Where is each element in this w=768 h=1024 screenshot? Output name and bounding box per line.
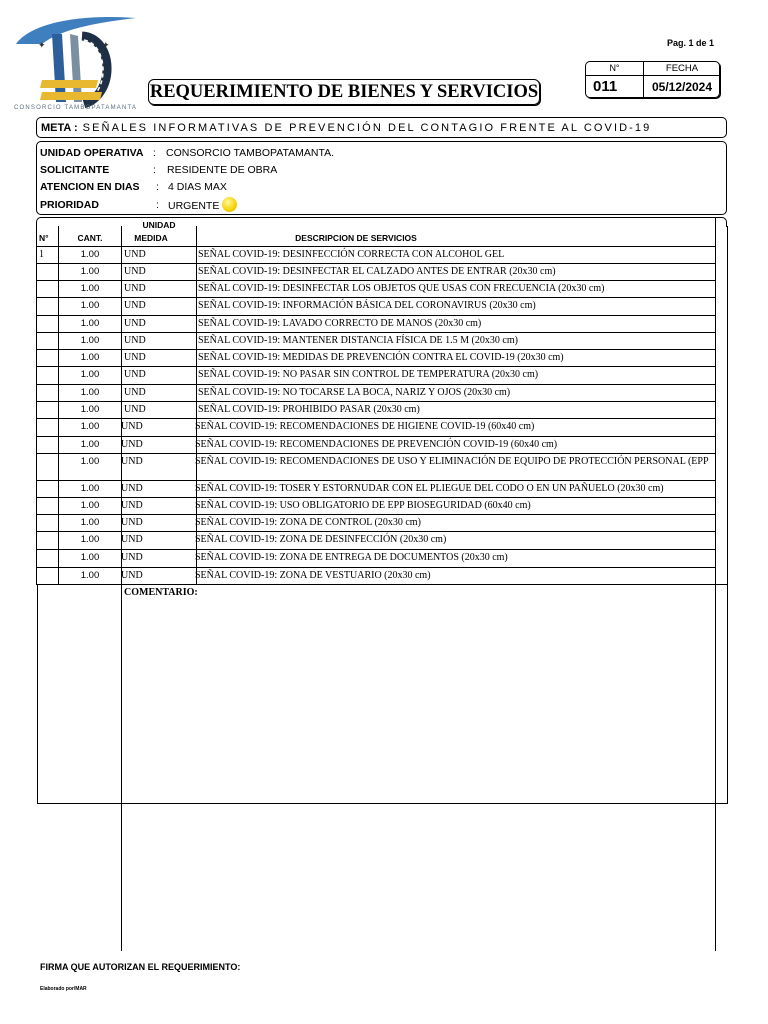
info-label: SOLICITANTE — [40, 164, 110, 176]
row-unit: UND — [124, 318, 146, 329]
row-description: SEÑAL COVID-19: PROHIBIDO PASAR (20x30 cm) — [198, 404, 420, 415]
company-caption: CONSORCIO TAMBOPATAMANTA — [14, 105, 138, 111]
table-row — [0, 352, 768, 366]
row-description: SEÑAL COVID-19: USO OBLIGATORIO DE EPP BIOSEGURIDAD (60x40 cm) — [195, 500, 531, 511]
row-quantity: 1.00 — [80, 249, 100, 260]
info-label: UNIDAD OPERATIVA — [40, 147, 144, 159]
row-description: SEÑAL COVID-19: TOSER Y ESTORNUDAR CON EL PLIEGUE DEL CODO O EN UN PAÑUELO (20x30 cm) — [195, 483, 664, 494]
meta-label: META : — [41, 121, 78, 134]
row-quantity: 1.00 — [80, 534, 100, 545]
table-row — [0, 421, 768, 436]
row-unit: UND — [121, 570, 143, 581]
row-unit: UND — [121, 534, 143, 545]
table-row — [0, 439, 768, 453]
table-row — [0, 500, 768, 514]
col-header-unit-line1: UNIDAD — [142, 220, 176, 230]
info-section: UNIDAD OPERATIVA : CONSORCIO TAMBOPATAMANTA. SOLICITANTE : RESIDENTE DE OBRA ATENCION EN DIAS : 4 DIAS MAX PRIORIDAD : URGENTE — [36, 141, 727, 215]
row-unit: UND — [121, 421, 143, 432]
info-value: CONSORCIO TAMBOPATAMANTA. — [166, 147, 335, 159]
document-number: 011 — [593, 78, 618, 95]
signature-label: FIRMA QUE AUTORIZAN EL REQUERIMIENTO: — [40, 962, 241, 972]
row-description: SEÑAL COVID-19: INFORMACIÓN BÁSICA DEL CORONAVIRUS (20x30 cm) — [198, 300, 536, 311]
row-quantity: 1.00 — [80, 439, 100, 450]
row-number: 1 — [39, 249, 44, 260]
table-row — [0, 456, 768, 480]
table-row — [0, 318, 768, 332]
info-label: PRIORIDAD — [40, 199, 99, 211]
row-description: SEÑAL COVID-19: ZONA DE DESINFECCIÓN (20x30 cm) — [195, 534, 447, 545]
prepared-by: Elaborado por/MAR — [40, 986, 87, 992]
row-quantity: 1.00 — [80, 266, 100, 277]
row-unit: UND — [124, 335, 146, 346]
row-quantity: 1.00 — [80, 500, 100, 511]
row-description: SEÑAL COVID-19: ZONA DE VESTUARIO (20x30 cm) — [195, 570, 431, 581]
row-quantity: 1.00 — [80, 570, 100, 581]
row-unit: UND — [121, 483, 143, 494]
svg-text:✦: ✦ — [38, 41, 46, 51]
table-row — [0, 369, 768, 384]
row-unit: UND — [124, 266, 146, 277]
table-row — [0, 517, 768, 531]
row-quantity: 1.00 — [80, 404, 100, 415]
row-unit: UND — [121, 456, 143, 467]
row-description: SEÑAL COVID-19: RECOMENDACIONES DE HIGIENE COVID-19 (60x40 cm) — [195, 421, 535, 432]
row-unit: UND — [124, 352, 146, 363]
row-description: SEÑAL COVID-19: RECOMENDACIONES DE USO Y ELIMINACIÓN DE EQUIPO DE PROTECCIÓN PERSONAL (EPP — [195, 456, 709, 467]
page-number: Pag. 1 de 1 — [666, 38, 714, 48]
row-description: SEÑAL COVID-19: ZONA DE ENTREGA DE DOCUMENTOS (20x30 cm) — [195, 552, 508, 563]
row-quantity: 1.00 — [80, 552, 100, 563]
col-header-qty: CANT. — [77, 233, 103, 243]
row-description: SEÑAL COVID-19: NO PASAR SIN CONTROL DE TEMPERATURA (20x30 cm) — [198, 369, 539, 380]
table-row — [0, 335, 768, 349]
document-title: REQUERIMIENTO DE BIENES Y SERVICIOS — [148, 79, 540, 105]
row-unit: UND — [124, 300, 146, 311]
table-row — [0, 404, 768, 418]
table-row — [0, 387, 768, 401]
priority-value: URGENTE — [168, 200, 220, 212]
row-description: SEÑAL COVID-19: ZONA DE CONTROL (20x30 cm) — [195, 517, 421, 528]
table-row — [0, 483, 768, 497]
table-row — [0, 283, 768, 297]
row-quantity: 1.00 — [80, 483, 100, 494]
row-unit: UND — [121, 517, 143, 528]
info-label: ATENCION EN DIAS — [40, 181, 140, 193]
row-description: SEÑAL COVID-19: RECOMENDACIONES DE PREVENCIÓN COVID-19 (60x40 cm) — [195, 439, 558, 450]
row-description: SEÑAL COVID-19: DESINFECCIÓN CORRECTA CON ALCOHOL GEL — [198, 249, 505, 260]
table-row — [0, 300, 768, 315]
col-header-number: N° — [39, 233, 49, 243]
number-date-box — [585, 61, 720, 98]
priority-indicator-icon — [222, 197, 237, 212]
row-quantity: 1.00 — [80, 517, 100, 528]
svg-text:✦: ✦ — [102, 41, 110, 51]
row-unit: UND — [121, 552, 143, 563]
row-quantity: 1.00 — [80, 352, 100, 363]
row-unit: UND — [124, 387, 146, 398]
date-label: FECHA — [665, 63, 699, 74]
document-date: 05/12/2024 — [651, 80, 713, 94]
row-description: SEÑAL COVID-19: NO TOCARSE LA BOCA, NARIZ Y OJOS (20x30 cm) — [198, 387, 511, 398]
table-row — [0, 266, 768, 280]
info-value: 4 DIAS MAX — [168, 181, 227, 193]
row-unit: UND — [121, 500, 143, 511]
col-header-description: DESCRIPCION DE SERVICIOS — [295, 233, 417, 243]
row-quantity: 1.00 — [80, 300, 100, 311]
row-quantity: 1.00 — [80, 318, 100, 329]
table-row — [0, 249, 768, 263]
row-quantity: 1.00 — [80, 387, 100, 398]
row-unit: UND — [124, 249, 146, 260]
company-logo-icon — [12, 14, 150, 114]
row-quantity: 1.00 — [80, 283, 100, 294]
row-unit: UND — [121, 439, 143, 450]
row-unit: UND — [124, 369, 146, 380]
number-label: N° — [609, 63, 620, 73]
row-description: SEÑAL COVID-19: DESINFECTAR LOS OBJETOS QUE USAS CON FRECUENCIA (20x30 cm) — [198, 283, 605, 294]
info-value: RESIDENTE DE OBRA — [167, 164, 278, 176]
row-description: SEÑAL COVID-19: LAVADO CORRECTO DE MANOS (20x30 cm) — [198, 318, 482, 329]
comment-label: COMENTARIO: — [124, 587, 198, 598]
row-quantity: 1.00 — [80, 456, 100, 467]
table-row — [0, 534, 768, 549]
row-description: SEÑAL COVID-19: MANTENER DISTANCIA FÍSICA DE 1.5 M (20x30 cm) — [198, 335, 518, 346]
row-description: SEÑAL COVID-19: MEDIDAS DE PREVENCIÓN CONTRA EL COVID-19 (20x30 cm) — [198, 352, 564, 363]
col-header-unit-line2: MEDIDA — [134, 233, 168, 243]
row-quantity: 1.00 — [80, 335, 100, 346]
row-quantity: 1.00 — [80, 421, 100, 432]
row-unit: UND — [124, 283, 146, 294]
meta-section — [36, 117, 727, 138]
row-quantity: 1.00 — [80, 369, 100, 380]
table-row — [0, 552, 768, 567]
meta-value: SEÑALES INFORMATIVAS DE PREVENCIÓN DEL CONTAGIO FRENTE AL COVID-19 — [82, 121, 652, 134]
row-unit: UND — [124, 404, 146, 415]
table-row — [0, 570, 768, 584]
row-description: SEÑAL COVID-19: DESINFECTAR EL CALZADO ANTES DE ENTRAR (20x30 cm) — [198, 266, 556, 277]
